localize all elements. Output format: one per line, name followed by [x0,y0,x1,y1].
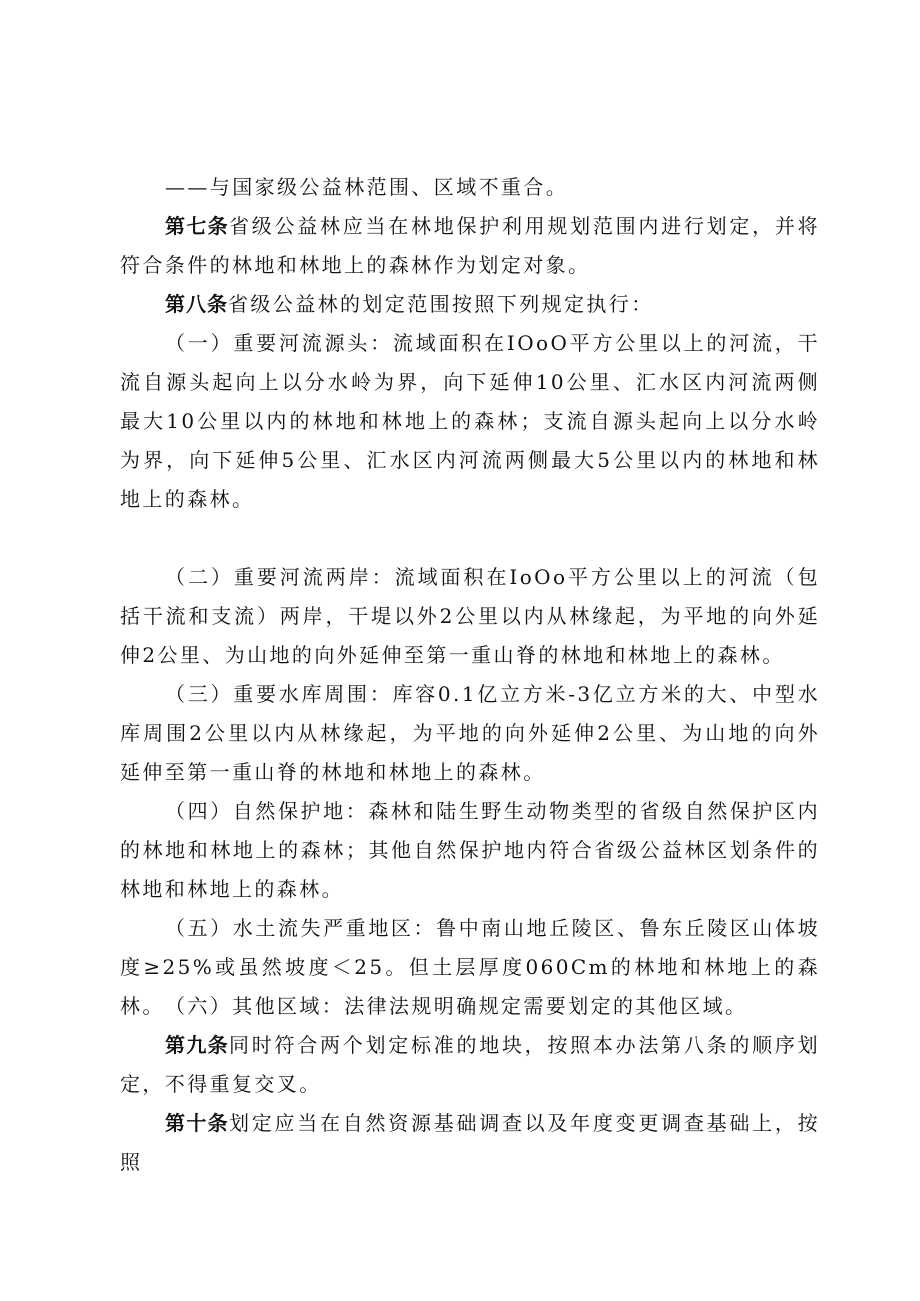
item-river-source [120,324,820,519]
article-10 [120,1104,820,1182]
item-text: （五）水土流失严重地区：鲁中南山地丘陵区、鲁东丘陵区山体坡度≥25%或虽然坡度＜25。但土层厚度060Cm的林地和林地上的森林。 [120,916,820,1018]
item-text: （一）重要河流源头：流域面积在IOoO平方公里以上的河流，干流自源头起向上以分水岭为界，向下延伸10公里、汇水区内河流两侧最大10公里以内的林地和林地上的森林；支流自源头起向上以分水岭为界，向下延伸5公里、汇水区内河流两侧最大5公里以内的林地和林地上的森林。 [120,331,820,511]
article-8 [120,285,820,324]
item-nature-reserve [120,792,820,909]
article-text: 省级公益林应当在林地保护利用规划范围内进行划定，并将符合条件的林地和林地上的森林作为划定对象。 [120,214,820,277]
item-text: （二）重要河流两岸：流域面积在IoOo平方公里以上的河流（包括干流和支流）两岸，干堤以外2公里以内从林缘起，为平地的向外延伸2公里、为山地的向外延伸至第一重山脊的林地和林地上的森林。 [120,565,820,667]
article-heading: 第七条 [165,214,230,238]
article-text: 划定应当在自然资源基础调查以及年度变更调查基础上，按照 [120,1111,820,1174]
article-9 [120,1026,820,1104]
item-text: （四）自然保护地：森林和陆生野生动物类型的省级自然保护区内的林地和林地上的森林；其他自然保护地内符合省级公益林区划条件的林地和林地上的森林。 [120,799,820,901]
item-river-banks [120,558,820,675]
paragraph-text: ——与国家级公益林范围、区域不重合。 [165,175,569,199]
article-7 [120,207,820,285]
paragraph-exclusion-clause [120,168,820,207]
item-reservoir [120,675,820,792]
article-text: 同时符合两个划定标准的地块，按照本办法第八条的顺序划定，不得重复交叉。 [120,1033,820,1096]
item-other-areas [120,987,820,1026]
item-text: （六）其他区域：法律法规明确规定需要划定的其他区域。 [165,994,748,1018]
article-heading: 第九条 [165,1033,230,1057]
item-text: （三）重要水库周围：库容0.1亿立方米-3亿立方米的大、中型水库周围2公里以内从林缘起，为平地的向外延伸2公里、为山地的向外延伸至第一重山脊的林地和林地上的森林。 [120,682,820,784]
article-heading: 第八条 [165,292,228,316]
article-heading: 第十条 [165,1111,230,1135]
article-text: 省级公益林的划定范围按照下列规定执行： [228,292,654,316]
